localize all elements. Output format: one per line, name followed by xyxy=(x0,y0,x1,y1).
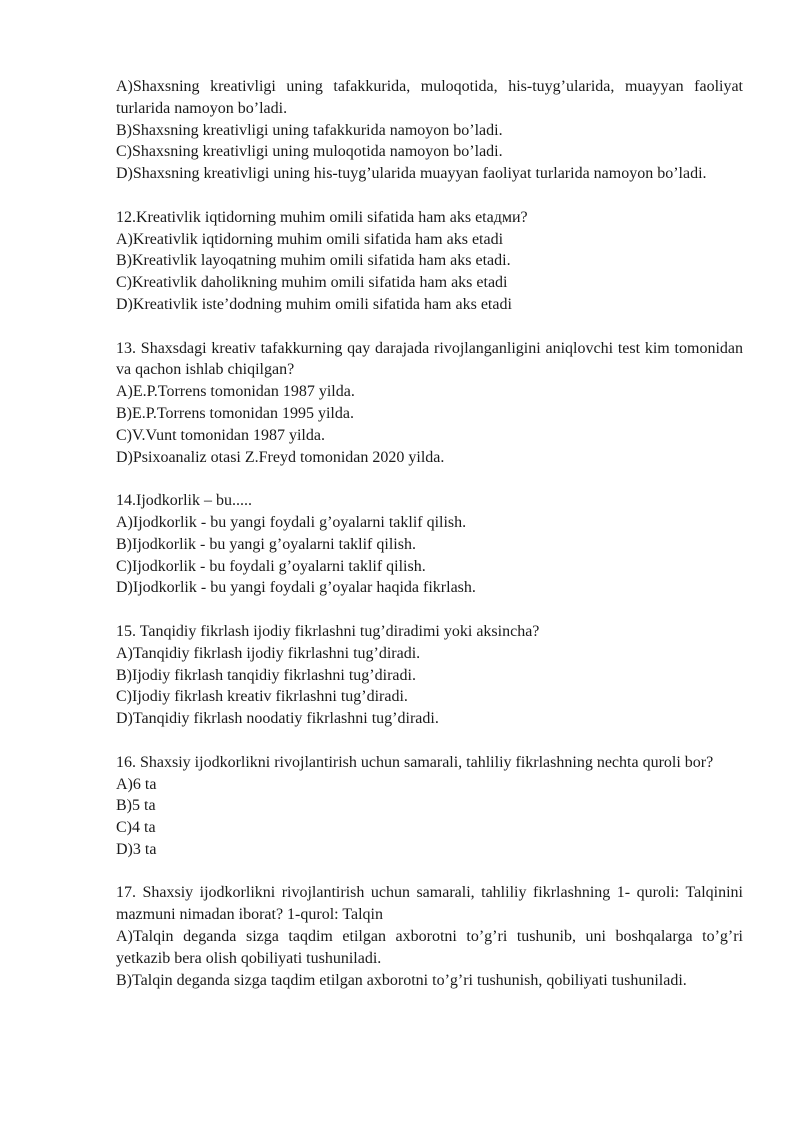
option-c: C)Kreativlik daholikning muhim omili sifatida ham aks etadi xyxy=(116,274,508,292)
question-block-15 xyxy=(116,621,743,730)
option-a: A)Shaxsning kreativligi uning tafakkurida, muloqotida, his-tuyg’ularida, muayyan faoliyat turlarida namoyon bo’ladi. xyxy=(116,78,743,117)
option-a: A)E.P.Torrens tomonidan 1987 yilda. xyxy=(116,383,355,401)
question-text: 12.Kreativlik iqtidorning muhim omili sifatida ham aks etaдми? xyxy=(116,208,528,226)
option-b: B)Kreativlik layoqatning muhim omili sifatida ham aks etadi. xyxy=(116,252,511,270)
option-c: C)V.Vunt tomonidan 1987 yilda. xyxy=(116,426,325,444)
question-text: 14.Ijodkorlik – bu..... xyxy=(116,492,252,510)
question-block-16 xyxy=(116,752,743,861)
question-text: 15. Tanqidiy fikrlash ijodiy fikrlashni tug’diradimi yoki aksincha? xyxy=(116,622,540,640)
option-b: B)Ijodkorlik - bu yangi g’oyalarni taklif qilish. xyxy=(116,535,416,553)
option-b: B)Talqin deganda sizga taqdim etilgan axborotni to’g’ri tushunish, qobiliyati tushuniladi. xyxy=(116,971,687,989)
document-page xyxy=(116,76,743,1013)
option-a: A)Kreativlik iqtidorning muhim omili sifatida ham aks etadi xyxy=(116,230,504,248)
question-text: 16. Shaxsiy ijodkorlikni rivojlantirish uchun samarali, tahliliy fikrlashning nechta quroli bor? xyxy=(116,753,714,771)
option-a: A)Tanqidiy fikrlash ijodiy fikrlashni tug’diradi. xyxy=(116,644,421,662)
option-d: D)Ijodkorlik - bu yangi foydali g’oyalar haqida fikrlash. xyxy=(116,579,476,597)
option-d: D)3 ta xyxy=(116,840,157,858)
option-b: B)5 ta xyxy=(116,797,156,815)
question-block-17 xyxy=(116,882,743,991)
option-c: C)4 ta xyxy=(116,819,156,837)
question-block-13 xyxy=(116,338,743,469)
option-d: D)Psixoanaliz otasi Z.Freyd tomonidan 2020 yilda. xyxy=(116,448,445,466)
option-b: B)Shaxsning kreativligi uning tafakkurida namoyon bo’ladi. xyxy=(116,121,503,139)
question-text: 13. Shaxsdagi kreativ tafakkurning qay darajada rivojlanganligini aniqlovchi test kim tomonidan va qachon ishlab chiqilgan? xyxy=(116,339,743,379)
option-a: A)6 ta xyxy=(116,775,157,793)
option-c: C)Ijodiy fikrlash kreativ fikrlashni tug’diradi. xyxy=(116,688,408,706)
question-block-12 xyxy=(116,207,743,316)
option-d: D)Tanqidiy fikrlash noodatiy fikrlashni tug’diradi. xyxy=(116,710,439,728)
option-c: C)Shaxsning kreativligi uning muloqotida namoyon bo’ladi. xyxy=(116,143,503,161)
option-a: A)Talqin deganda sizga taqdim etilgan axborotni to’g’ri tushunib, uni boshqalarga to’g’ri yetkazib bera olish qobiliyati tushuniladi. xyxy=(116,928,743,967)
option-a: A)Ijodkorlik - bu yangi foydali g’oyalarni taklif qilish. xyxy=(116,513,467,531)
option-b: B)Ijodiy fikrlash tanqidiy fikrlashni tug’diradi. xyxy=(116,666,416,684)
question-block-14 xyxy=(116,490,743,599)
option-d: D)Shaxsning kreativligi uning his-tuyg’ularida muayyan faoliyat turlarida namoyon bo’ladi. xyxy=(116,165,707,183)
option-b: B)E.P.Torrens tomonidan 1995 yilda. xyxy=(116,404,354,422)
question-block-11 xyxy=(116,76,743,185)
option-c: C)Ijodkorlik - bu foydali g’oyalarni taklif qilish. xyxy=(116,557,426,575)
question-text: 17. Shaxsiy ijodkorlikni rivojlantirish uchun samarali, tahliliy fikrlashning 1- quroli: Talqinini mazmuni nimadan iborat? 1-qurol: Talqin xyxy=(116,884,743,924)
option-d: D)Kreativlik iste’dodning muhim omili sifatida ham aks etadi xyxy=(116,295,512,313)
